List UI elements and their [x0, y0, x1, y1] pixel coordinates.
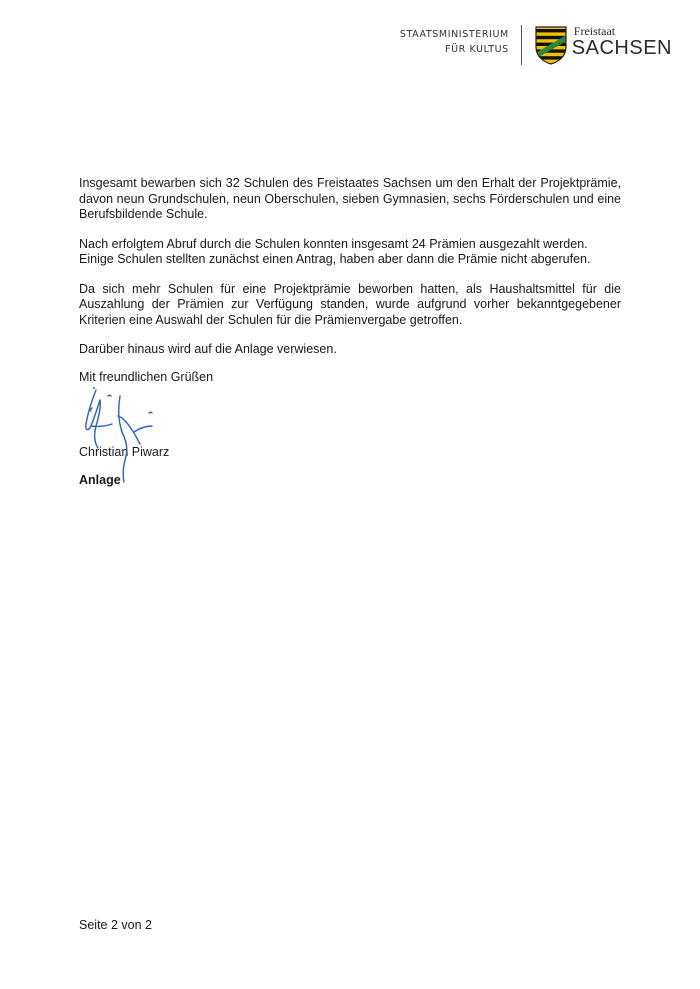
ministry-name — [400, 25, 509, 57]
state-name-small: Freistaat — [573, 24, 616, 38]
paragraph-selection: Da sich mehr Schulen für eine Projektprämie beworben hatten, als Haushaltsmittel für die Auszahlung der Prämien zur Verfügung standen, wurde aufgrund vorher bekanntgegebener Kriterien eine Auswahl der Schulen für die Prämienvergabe getroffen. — [79, 281, 621, 327]
paragraph-applications: Insgesamt bewarben sich 32 Schulen des Freistaates Sachsen um den Erhalt der Projektprämie, davon neun Grundschulen, neun Oberschulen, sieben Gymnasien, sechs Förderschulen und eine Berufsbildende Schule. — [79, 176, 621, 221]
ministry-line-1: STAATSMINISTERIUM — [399, 29, 509, 40]
signer-name: Christian Piwarz — [79, 445, 170, 459]
paragraph-reference: Darüber hinaus wird auf die Anlage verwiesen. — [79, 342, 337, 356]
closing-salutation: Mit freundlichen Grüßen — [79, 370, 214, 384]
page-number: Seite 2 von 2 — [79, 918, 152, 932]
paragraph-payouts: Nach erfolgtem Abruf durch die Schulen konnten insgesamt 24 Prämien ausgezahlt werden. Einige Schulen stellten zunächst einen Antrag, haben aber dann die Prämie nicht abgerufen. — [79, 236, 591, 266]
saxony-coat-of-arms-icon — [534, 25, 568, 65]
state-name — [572, 25, 672, 58]
letter-body — [79, 176, 621, 372]
letterhead — [400, 25, 672, 71]
state-name-big: SACHSEN — [571, 37, 672, 59]
ministry-line-2: FÜR KULTUS — [445, 44, 509, 55]
header-divider — [521, 25, 522, 65]
attachment-label: Anlage — [79, 473, 121, 487]
